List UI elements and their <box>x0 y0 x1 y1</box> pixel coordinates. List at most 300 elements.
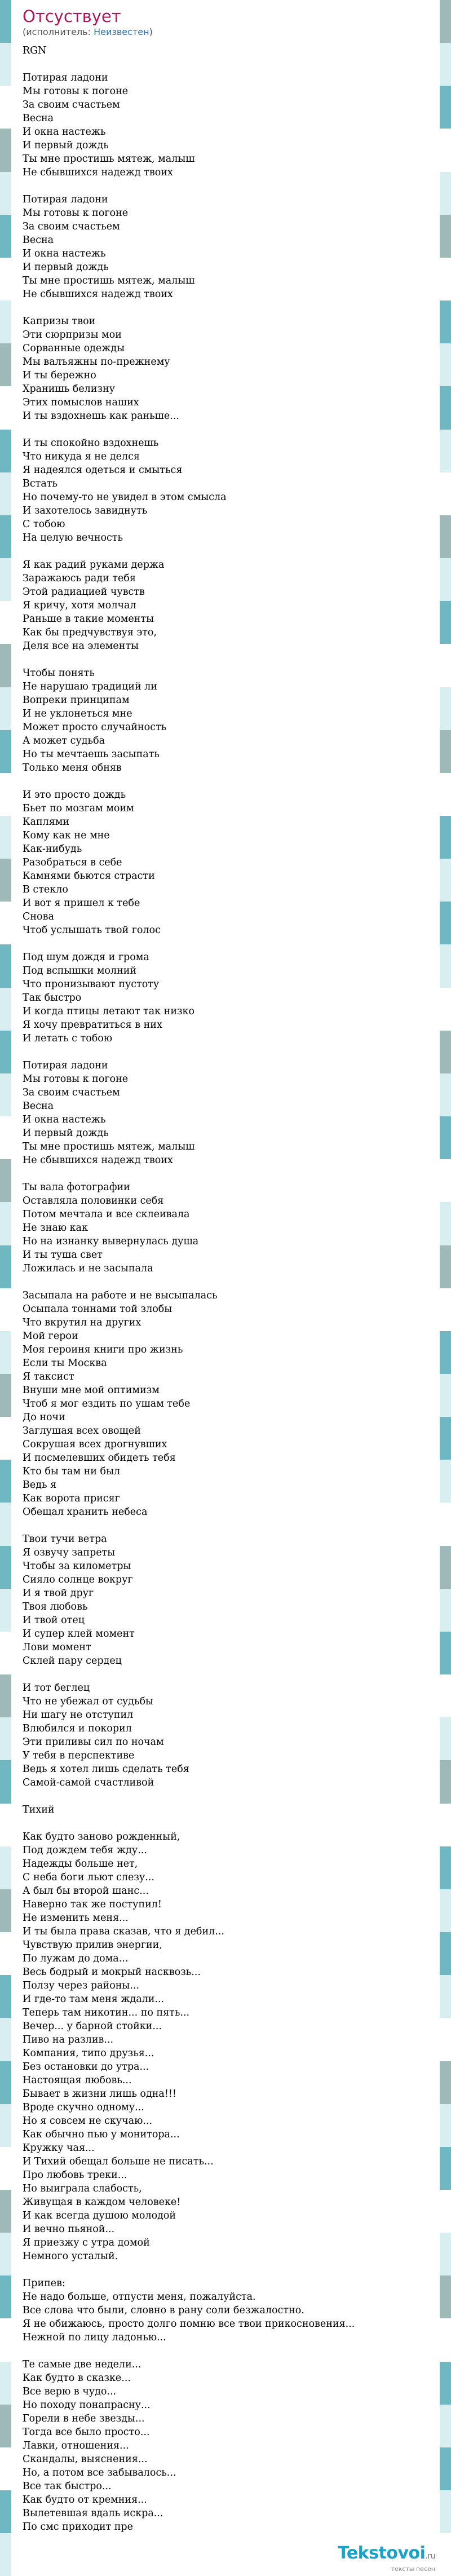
lyric-line: Эти приливы сил по ночам <box>23 1737 164 1748</box>
lyric-line: Но выиграла слабость, <box>23 2183 142 2194</box>
band-stripe <box>440 1202 451 1245</box>
lyric-line: И захотелось завиднуть <box>23 505 148 516</box>
band-stripe <box>440 730 451 773</box>
subtitle-suffix: ) <box>149 26 153 37</box>
band-stripe <box>0 2233 11 2275</box>
lyric-line: И когда птицы летают так низко <box>23 1006 195 1017</box>
lyric-line: У тебя в перспективе <box>23 1750 135 1761</box>
band-stripe <box>440 644 451 687</box>
lyric-line: Все верю в чудо... <box>23 2386 117 2397</box>
lyric-line: Но ты мечтаешь засыпать <box>23 749 160 760</box>
lyric-line: Пиво на разлив... <box>23 2034 114 2045</box>
lyric-line: Чтоб я мог ездить по ушам тебе <box>23 1398 191 1409</box>
band-stripe <box>0 2147 11 2190</box>
lyric-line: Но на изнанку вывернулась душа <box>23 1236 199 1247</box>
lyric-line: Я хочу превратиться в них <box>23 1019 162 1031</box>
lyric-line: Встать <box>23 478 58 489</box>
band-stripe <box>0 2405 11 2447</box>
lyric-line: Эти сюрпризы мои <box>23 329 122 341</box>
lyric-line: Ты мне простишь мятеж, малыш <box>23 153 195 165</box>
lyric-line: Под шум дождя и грома <box>23 952 149 963</box>
lyric-line: Кто бы там ни был <box>23 1466 121 1477</box>
lyric-line: Тогда все было просто... <box>23 2427 150 2438</box>
lyric-line: Не сбывшихся надежд твоих <box>23 167 173 178</box>
lyric-line: Внуши мне мой оптимизм <box>23 1385 160 1396</box>
lyric-line: И ты спокойно вздохнешь <box>23 438 159 449</box>
band-stripe <box>0 1589 11 1632</box>
band-stripe <box>440 1116 451 1159</box>
lyric-line: Весна <box>23 1101 54 1112</box>
lyric-line: Потирая ладони <box>23 1060 108 1071</box>
lyric-line: Этих помыслов наших <box>23 397 139 408</box>
logo-tld: .ru <box>425 2552 435 2561</box>
band-stripe <box>0 1460 11 1503</box>
band-stripe <box>440 258 451 301</box>
lyric-line: Сияло солнце вокруг <box>23 1574 133 1585</box>
band-stripe <box>0 258 11 301</box>
band-stripe <box>440 515 451 558</box>
band-stripe <box>440 1245 451 1288</box>
subtitle-prefix: (исполнитель: <box>23 26 94 37</box>
band-stripe <box>440 1846 451 1889</box>
lyric-line: Камнями бьются страсти <box>23 871 155 882</box>
lyric-line: По лужам до дома... <box>23 1953 129 1964</box>
lyric-line: Ведь я хотел лишь сделать тебя <box>23 1764 189 1775</box>
lyric-line <box>23 1167 428 1181</box>
artist-link[interactable]: Неизвестен <box>94 26 149 37</box>
lyric-line: Бывает в жизни лишь одна!!! <box>23 2088 176 2100</box>
band-stripe <box>0 1503 11 1545</box>
lyric-line: И окна настежь <box>23 1114 106 1125</box>
band-stripe <box>0 1159 11 1202</box>
band-stripe <box>440 2318 451 2361</box>
lyric-line: Мой герои <box>23 1331 78 1342</box>
lyric-line: Весь бодрый и мокрый насквозь... <box>23 1967 201 1978</box>
lyric-line: И вечно пьяной... <box>23 2224 115 2235</box>
lyric-line: Может просто случайность <box>23 722 167 733</box>
band-stripe <box>0 0 11 43</box>
lyric-line: Я кричу, хотя молчал <box>23 600 136 611</box>
band-stripe <box>0 2104 11 2147</box>
lyric-line: Что не убежал от судьбы <box>23 1696 153 1707</box>
band-stripe <box>440 1503 451 1545</box>
band-stripe <box>440 2405 451 2447</box>
lyric-line: Каплями <box>23 816 70 828</box>
band-stripe <box>440 215 451 258</box>
lyric-line: Засыпала на работе и не высыпалась <box>23 1290 218 1301</box>
lyric-line: Весна <box>23 113 54 124</box>
lyric-line: За своим счастьем <box>23 99 120 111</box>
lyric-line: Припев: <box>23 2278 65 2289</box>
lyric-line: Сокрушая всех дрогнувших <box>23 1439 167 1450</box>
lyric-line: Как обычно пью у монитора... <box>23 2129 180 2140</box>
lyric-line: Твои тучи ветра <box>23 1534 107 1545</box>
band-stripe <box>440 172 451 215</box>
lyric-line <box>23 1045 428 1059</box>
band-stripe <box>440 1031 451 1073</box>
lyric-line: Ни шагу не отступил <box>23 1709 134 1721</box>
band-stripe <box>440 816 451 859</box>
band-stripe <box>0 43 11 86</box>
band-stripe <box>0 1331 11 1374</box>
lyric-line: Чувствую прилив энергии, <box>23 1939 162 1951</box>
lyric-line: Мы готовы к погоне <box>23 1073 129 1085</box>
lyric-line: Я не обижаюсь, просто долго помню все твои прикосновения... <box>23 2318 355 2330</box>
lyrics-page <box>23 7 428 2534</box>
lyric-line <box>23 653 428 666</box>
lyric-line: Вопреки принципам <box>23 695 130 706</box>
band-stripe <box>0 1932 11 1975</box>
band-stripe <box>440 902 451 944</box>
lyric-line: Оставляла половинки себя <box>23 1195 164 1207</box>
lyric-line: И где-то там меня ждали... <box>23 1994 165 2005</box>
song-subtitle <box>23 26 428 38</box>
lyric-line: И я твой друг <box>23 1588 94 1599</box>
band-stripe <box>440 773 451 816</box>
band-stripe <box>0 2061 11 2104</box>
band-stripe <box>440 1932 451 1975</box>
lyric-line: Тихий <box>23 1804 55 1815</box>
band-stripe <box>440 2018 451 2061</box>
band-stripe <box>440 687 451 730</box>
lyric-line: Осыпала тоннами той злобы <box>23 1304 173 1315</box>
lyric-line: Вылетевшая вдаль искра... <box>23 2508 163 2519</box>
lyric-line: Склей пару сердец <box>23 1655 122 1667</box>
band-stripe <box>0 859 11 902</box>
lyric-line: И посмелевших обидеть тебя <box>23 1452 176 1464</box>
lyric-line: И Тихий обещал больше не писать... <box>23 2156 214 2167</box>
lyric-line: И окна настежь <box>23 126 106 138</box>
lyric-line: И первый дождь <box>23 1128 109 1139</box>
lyric-line: Если ты Москва <box>23 1358 107 1369</box>
lyric-line: Не нарушаю традиций ли <box>23 681 157 692</box>
lyric-line: Лавки, отношения... <box>23 2440 129 2451</box>
band-stripe <box>0 1073 11 1116</box>
lyric-line <box>23 1817 428 1830</box>
band-stripe <box>440 1331 451 1374</box>
lyric-line: Мы готовы к погоне <box>23 207 129 219</box>
lyric-line: Вечер... у барной стойки... <box>23 2021 162 2032</box>
band-stripe <box>0 2490 11 2533</box>
lyric-line: Кружку чая... <box>23 2142 95 2154</box>
lyric-line: Моя героиня книги про жизнь <box>23 1344 183 1355</box>
lyric-line: Заражаюсь ради тебя <box>23 573 136 584</box>
band-stripe <box>440 386 451 429</box>
band-stripe <box>440 2490 451 2533</box>
band-stripe <box>0 644 11 687</box>
band-stripe <box>440 2104 451 2147</box>
lyric-line: Раньше в такие моменты <box>23 613 154 625</box>
band-stripe <box>0 1116 11 1159</box>
band-stripe <box>440 301 451 343</box>
lyric-line: Мы готовы к погоне <box>23 86 129 97</box>
band-stripe <box>0 172 11 215</box>
lyric-line: Как будто в сказке... <box>23 2372 131 2384</box>
lyric-line: Наверно так же поступил! <box>23 1899 162 1910</box>
lyric-line: Бьет по мозгам моим <box>23 803 134 814</box>
lyric-line: И не уклонеться мне <box>23 708 132 719</box>
lyric-line: Теперь там никотин... по пять... <box>23 2007 190 2018</box>
band-stripe <box>0 215 11 258</box>
lyric-line: С неба боги льют слезу... <box>23 1872 154 1883</box>
lyrics-text <box>23 44 428 2534</box>
lyric-line: Не сбывшихся надежд твоих <box>23 1155 173 1166</box>
band-stripe <box>0 1717 11 1760</box>
band-stripe <box>440 1589 451 1632</box>
lyric-line: Горели в небе звезды... <box>23 2413 145 2424</box>
lyric-line: За своим счастьем <box>23 221 120 232</box>
lyric-line: Нежной по лицу ладонью... <box>23 2332 166 2343</box>
band-stripe <box>0 86 11 129</box>
left-decorative-band <box>0 0 11 2576</box>
band-stripe <box>440 129 451 171</box>
song-title: Отсуствует <box>23 7 121 26</box>
lyric-line: Сорванные одежды <box>23 343 125 354</box>
lyric-line: И супер клей момент <box>23 1628 135 1640</box>
site-logo[interactable] <box>338 2544 435 2573</box>
lyric-line: До ночи <box>23 1412 65 1423</box>
lyric-line: Влюбился и покорил <box>23 1723 132 1734</box>
band-stripe <box>0 515 11 558</box>
band-stripe <box>440 1717 451 1760</box>
lyric-line: Ползу через районы... <box>23 1980 140 1991</box>
lyric-line: Я как радий руками держа <box>23 559 165 571</box>
lyric-line: Но почему-то не увидел в этом смысла <box>23 492 227 503</box>
band-stripe <box>440 472 451 515</box>
lyric-line: Потирая ладони <box>23 194 108 205</box>
band-stripe <box>440 558 451 601</box>
lyric-line: За своим счастьем <box>23 1087 120 1098</box>
band-stripe <box>440 0 451 43</box>
lyric-line: Заглушая всех овощей <box>23 1425 141 1437</box>
lyric-line <box>23 2263 428 2277</box>
lyric-line: Без остановки до утра... <box>23 2061 149 2073</box>
band-stripe <box>440 1632 451 1674</box>
lyric-line: Компания, типо друзья... <box>23 2048 154 2059</box>
lyric-line: И первый дождь <box>23 262 109 273</box>
band-stripe <box>0 816 11 859</box>
lyric-line: Ложилась и не засыпала <box>23 1263 153 1274</box>
band-stripe <box>440 1889 451 1932</box>
band-stripe <box>440 2190 451 2233</box>
lyric-line: Самой-самой счастливой <box>23 1777 154 1788</box>
lyric-line <box>23 423 428 436</box>
lyric-line: В стекло <box>23 884 68 895</box>
band-stripe <box>0 1846 11 1889</box>
lyric-line: И это просто дождь <box>23 789 126 801</box>
lyric-line: На целую вечность <box>23 532 123 544</box>
logo-name: Tekstovoi <box>337 2543 426 2563</box>
band-stripe <box>0 2447 11 2490</box>
band-stripe <box>440 1159 451 1202</box>
lyric-line: Ты мне простишь мятеж, малыш <box>23 1141 195 1152</box>
lyric-line: Все так быстро... <box>23 2481 112 2492</box>
lyric-line: И тот беглец <box>23 1682 90 1694</box>
lyric-line: Как-нибудь <box>23 843 82 855</box>
band-stripe <box>440 1760 451 1803</box>
lyric-line <box>23 1668 428 1681</box>
band-stripe <box>440 1460 451 1503</box>
logo-tagline: тексты песен <box>391 2565 435 2573</box>
lyric-line: Чтобы за километры <box>23 1561 131 1572</box>
lyric-line: Скандалы, выяснения... <box>23 2454 148 2465</box>
lyric-line: Но походу понапрасну... <box>23 2400 151 2411</box>
band-stripe <box>440 601 451 644</box>
band-stripe <box>0 1374 11 1417</box>
lyric-line: Твоя любовь <box>23 1601 88 1612</box>
band-stripe <box>440 944 451 987</box>
band-stripe <box>440 1417 451 1460</box>
lyric-line: И окна настежь <box>23 248 106 259</box>
lyric-line: Под вспышки молний <box>23 965 137 977</box>
band-stripe <box>0 1760 11 1803</box>
lyric-line: И летать с тобою <box>23 1033 113 1044</box>
lyric-line: Этой радиацией чувств <box>23 586 145 598</box>
lyric-line: Чтоб услышать твой голос <box>23 925 161 936</box>
lyric-line: Капризы твои <box>23 316 96 327</box>
band-stripe <box>440 2147 451 2190</box>
lyric-line: Я надеялся одеться и смыться <box>23 465 183 476</box>
lyric-line <box>23 1789 428 1803</box>
lyric-line: Разобраться в себе <box>23 857 122 868</box>
band-stripe <box>0 386 11 429</box>
band-stripe <box>0 2018 11 2061</box>
lyric-line: Так быстро <box>23 992 82 1004</box>
lyric-line: Как ворота присяг <box>23 1493 120 1504</box>
band-stripe <box>440 1975 451 2018</box>
lyric-line <box>23 1275 428 1289</box>
lyric-line: Все слова что были, словно в рану соли безжалостно. <box>23 2305 304 2316</box>
band-stripe <box>0 472 11 515</box>
lyric-line <box>23 545 428 558</box>
band-stripe <box>0 988 11 1031</box>
lyric-line: Те самые две недели... <box>23 2359 142 2370</box>
band-stripe <box>0 2362 11 2405</box>
lyric-line: И как всегда душою молодой <box>23 2210 176 2221</box>
lyric-line: Ты вала фотографии <box>23 1182 130 1193</box>
lyric-line: Деля все на элементы <box>23 640 139 652</box>
lyric-line: Но, а потом все забывалось... <box>23 2467 176 2478</box>
lyric-line: И ты вздохнешь как раньше... <box>23 410 179 422</box>
lyric-line: Весна <box>23 235 54 246</box>
lyric-line: Мы валъяжны по-прежнему <box>23 356 170 368</box>
lyric-line: Что пронизывают пустоту <box>23 979 160 990</box>
lyric-line <box>23 2344 428 2358</box>
lyric-line: Не изменить меня... <box>23 1912 129 1924</box>
lyric-line <box>23 1519 428 1532</box>
band-stripe <box>0 687 11 730</box>
lyric-line: Хранишь белизну <box>23 383 115 395</box>
band-stripe <box>440 2362 451 2405</box>
band-stripe <box>0 601 11 644</box>
band-stripe <box>440 1674 451 1717</box>
band-stripe <box>0 558 11 601</box>
band-stripe <box>0 1889 11 1932</box>
band-stripe <box>0 430 11 472</box>
lyric-line: Потом мечтала и все склеивала <box>23 1209 190 1220</box>
band-stripe <box>440 1073 451 1116</box>
band-stripe <box>0 2533 11 2576</box>
band-stripe <box>0 343 11 386</box>
lyric-line: Что никуда я не делся <box>23 451 140 462</box>
band-stripe <box>0 1632 11 1674</box>
band-stripe <box>0 1202 11 1245</box>
lyric-line <box>23 179 428 193</box>
lyric-line: Ведь я <box>23 1479 57 1491</box>
band-stripe <box>0 301 11 343</box>
band-stripe <box>0 944 11 987</box>
band-stripe <box>440 2533 451 2576</box>
lyric-line: Обещал хранить небеса <box>23 1506 148 1518</box>
lyric-line: Что вкрутил на других <box>23 1317 142 1328</box>
lyric-line: Я таксист <box>23 1371 74 1382</box>
lyric-line: Под дождем тебя жду... <box>23 1845 147 1856</box>
band-stripe <box>0 902 11 944</box>
band-stripe <box>440 2447 451 2490</box>
lyric-line: Не надо больше, отпусти меня, пожалуйста. <box>23 2291 256 2303</box>
lyric-line: А был бы второй шанс... <box>23 1885 149 1897</box>
lyric-line <box>23 937 428 951</box>
lyric-line: И ты туша свет <box>23 1249 103 1261</box>
band-stripe <box>0 1975 11 2018</box>
lyric-line: И ты была права сказав, что я дебил... <box>23 1926 224 1937</box>
band-stripe <box>0 1417 11 1460</box>
lyric-line: Снова <box>23 911 54 922</box>
band-stripe <box>440 2233 451 2275</box>
lyric-line <box>23 301 428 315</box>
lyric-line: И твой отец <box>23 1615 85 1626</box>
band-stripe <box>440 2061 451 2104</box>
lyric-line: Лови момент <box>23 1642 91 1653</box>
band-stripe <box>440 1374 451 1417</box>
lyric-line: Кому как не мне <box>23 830 110 841</box>
lyric-line <box>23 58 428 71</box>
lyric-line: И ты бережно <box>23 370 96 381</box>
band-stripe <box>440 1546 451 1589</box>
band-stripe <box>0 1674 11 1717</box>
band-stripe <box>440 343 451 386</box>
band-stripe <box>0 1804 11 1846</box>
band-stripe <box>0 1546 11 1589</box>
lyric-line: Настоящая любовь... <box>23 2075 132 2086</box>
band-stripe <box>440 86 451 129</box>
lyric-line: Только меня обняв <box>23 762 122 774</box>
lyric-line: Как бы предчувствуя это, <box>23 627 157 638</box>
lyric-line <box>23 775 428 788</box>
lyric-line: Немного усталый. <box>23 2251 118 2262</box>
lyric-line: И вот я пришел к тебе <box>23 898 140 909</box>
band-stripe <box>0 129 11 171</box>
lyric-line: Как будто от кремния... <box>23 2494 147 2506</box>
band-stripe <box>0 1245 11 1288</box>
lyric-line: Не знаю как <box>23 1222 88 1234</box>
band-stripe <box>0 2318 11 2361</box>
lyric-line: Я озвучу запреты <box>23 1547 116 1558</box>
lyric-line: RGN <box>23 45 47 56</box>
band-stripe <box>440 43 451 86</box>
lyric-line: А может судьба <box>23 735 105 746</box>
band-stripe <box>440 988 451 1031</box>
band-stripe <box>0 1288 11 1331</box>
lyric-line: И первый дождь <box>23 140 109 151</box>
right-decorative-band <box>440 0 451 2576</box>
band-stripe <box>440 430 451 472</box>
lyric-line: Чтобы понять <box>23 668 95 679</box>
lyric-line: Я приезжу с утра домой <box>23 2237 150 2248</box>
band-stripe <box>0 2190 11 2233</box>
lyric-line: Но я совсем не скучаю... <box>23 2115 153 2127</box>
logo-wordmark <box>338 2544 435 2566</box>
